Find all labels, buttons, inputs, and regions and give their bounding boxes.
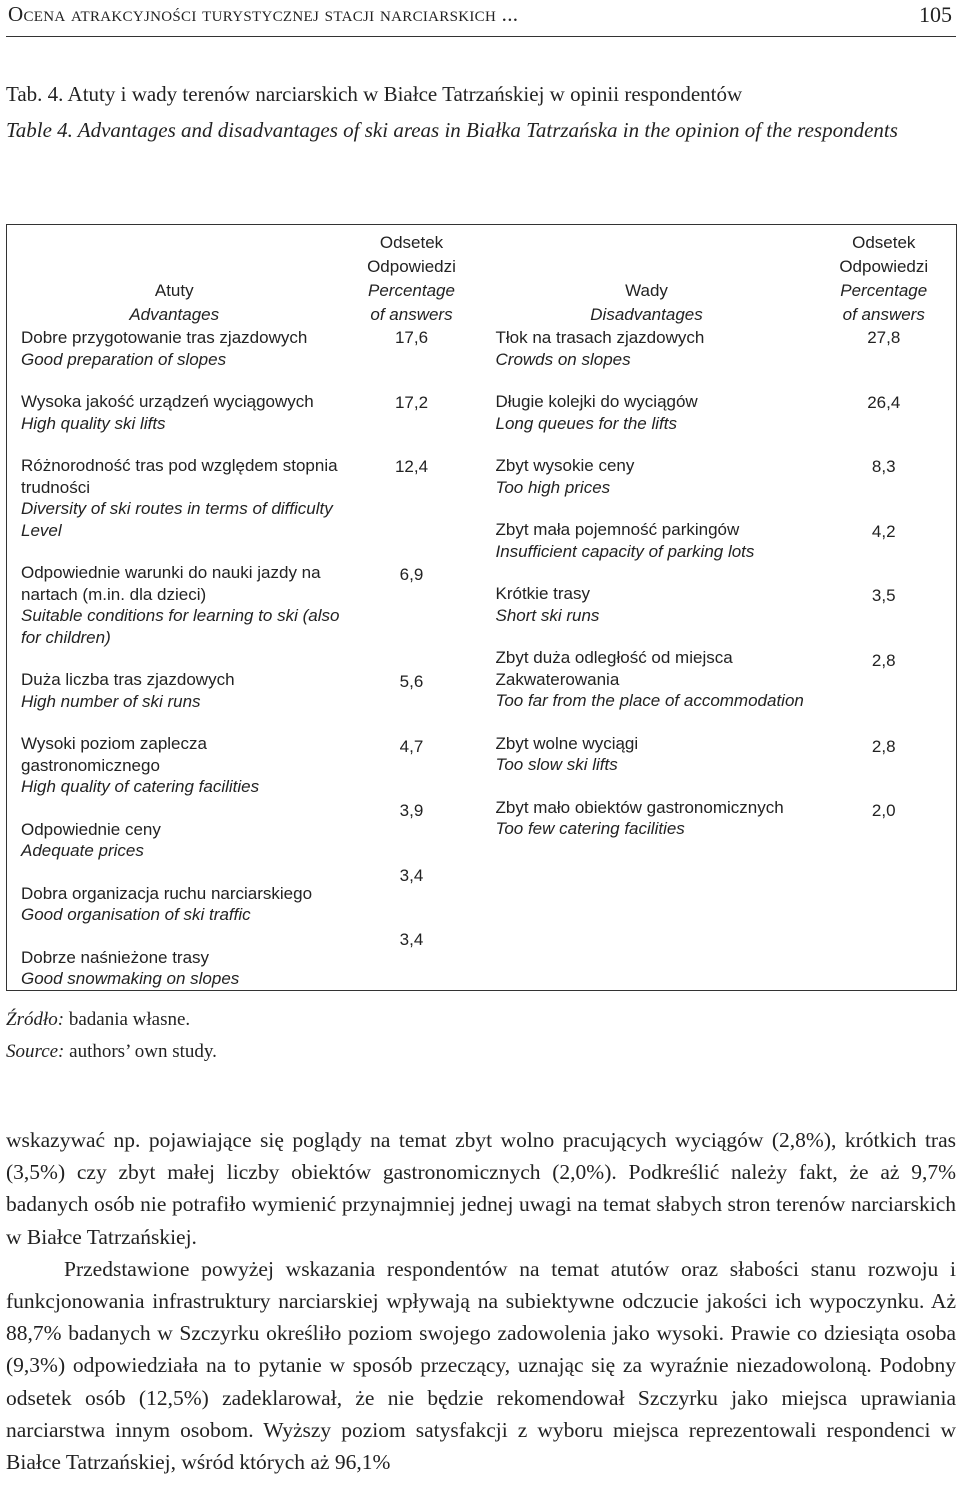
disadvantage-item — [496, 647, 812, 733]
advantage-item — [21, 391, 342, 455]
page-number: 105 — [919, 2, 952, 27]
advantage-pl: Wysoki poziom zaplecza gastronomicznego — [21, 734, 207, 775]
advantage-en: High quality ski lifts — [21, 413, 166, 433]
header-dis-pl: Wady — [625, 281, 668, 300]
disadvantage-item — [496, 455, 812, 519]
disadvantage-value: 26,4 — [867, 392, 901, 412]
header-pct2-of-answers: of answers — [842, 305, 925, 324]
advantage-value: 3,4 — [399, 930, 424, 949]
advantages-column — [7, 327, 342, 990]
disadvantage-en: Short ski runs — [495, 605, 600, 625]
header-pct-odsetek: Odsetek — [379, 233, 444, 252]
header-adv-pl: Atuty — [154, 281, 194, 300]
header-dis-en: Disadvantages — [590, 305, 703, 324]
disadvantage-pl: Zbyt duża odległość od miejsca Zakwaterowania — [495, 648, 733, 689]
header-advantages — [7, 225, 342, 328]
disadvantage-pl: Długie kolejki do wyciągów — [495, 392, 698, 411]
running-title: Ocena atrakcyjności turystycznej stacji narciarskich ... — [8, 2, 519, 26]
advantage-pl: Różnorodność tras pod względem stopnia trudności — [21, 456, 338, 497]
disadvantage-value: 3,5 — [871, 586, 896, 605]
advantage-value: 17,6 — [394, 328, 429, 347]
header-pct2-odsetek: Odsetek — [852, 233, 916, 252]
header-rule — [6, 36, 956, 37]
source-note-en — [6, 1036, 217, 1068]
advantage-item — [21, 455, 342, 562]
header-pct-percentage: Percentage — [368, 281, 455, 300]
disadvantage-pl: Zbyt mała pojemność parkingów — [495, 520, 740, 539]
advantage-value: 4,7 — [399, 736, 424, 756]
header-pct-of-answers: of answers — [370, 305, 453, 324]
table-body-row — [7, 327, 957, 990]
disadvantage-pl: Tłok na trasach zjazdowych — [495, 328, 705, 347]
advantage-pl: Dobrze naśnieżone trasy — [21, 947, 210, 967]
advantage-value: 12,4 — [394, 457, 429, 476]
advantage-pl: Dobra organizacja ruchu narciarskiego — [21, 883, 313, 903]
header-pct-odpowiedzi: Odpowiedzi — [367, 257, 456, 276]
advantage-pl: Odpowiednie ceny — [21, 819, 161, 839]
advantage-value: 5,6 — [399, 672, 424, 691]
running-header — [6, 0, 956, 37]
header-pct2-odpowiedzi: Odpowiedzi — [839, 257, 929, 276]
advantages-table — [6, 224, 957, 991]
source-label-en: Source: — [6, 1041, 65, 1062]
advantage-value: 3,4 — [399, 865, 424, 885]
header-pct2-percentage: Percentage — [840, 281, 928, 300]
advantage-item — [21, 733, 342, 819]
advantage-pl: Dobre przygotowanie tras zjazdowych — [21, 328, 308, 347]
disadvantage-pl: Krótkie trasy — [495, 584, 590, 603]
advantage-item — [21, 819, 342, 883]
source-text-pl: badania własne. — [64, 1009, 191, 1030]
disadvantage-en: Too slow ski lifts — [495, 755, 618, 774]
source-label-pl: Źródło: — [6, 1009, 65, 1030]
header-adv-en: Advantages — [129, 305, 220, 324]
disadvantage-value: 2,0 — [871, 801, 896, 820]
disadvantage-pl: Zbyt wysokie ceny — [495, 456, 635, 475]
header-disadvantages — [482, 225, 812, 328]
disadvantage-value: 2,8 — [871, 736, 896, 756]
body-paragraph-2: Przedstawione powyżej wskazania respondentów na temat atutów oraz słabości stanu rozwoju i funkcjonowania infrastruktury narciarskiej wpływają na subiektywne odczucie jakości ich wypoczynku. Aż 88,7% badanych w Szczyrku określiło poziom swojego zadowolenia jako wysoki. Prawie co dziesiąta osoba (9,3%) odpowiedziała na to pytanie w sposób przeczący, uznając się za wyraźnie niezadowoloną. Podobny odsetek osób (12,5%) zadeklarował, że nie będzie rekomendował Szczyrku jako miejsca uprawiania narciarstwa innym osobom. Wyższy poziom satysfakcji z wyboru miejsca reprezentowali respondenci w Białce Tatrzańskiej, wśród których aż 96,1% — [6, 1256, 956, 1475]
advantage-pl: Odpowiednie warunki do nauki jazdy na nartach (m.in. dla dzieci) — [21, 563, 321, 604]
disadvantage-en: Crowds on slopes — [495, 349, 631, 369]
disadvantage-value: 27,8 — [867, 328, 901, 347]
advantage-en: Diversity of ski routes in terms of difficulty Level — [21, 499, 333, 540]
table-caption-pl: Tab. 4. Atuty i wady terenów narciarskich w Białce Tatrzańskiej w opinii respondentów — [6, 82, 743, 106]
disadvantage-en: Insufficient capacity of parking lots — [495, 541, 755, 561]
disadvantage-pl: Zbyt mało obiektów gastronomicznych — [495, 797, 784, 817]
advantage-en: High quality of catering facilities — [21, 777, 260, 796]
disadvantage-value: 2,8 — [871, 650, 896, 670]
disadvantage-en: Too high prices — [495, 477, 611, 497]
advantage-item — [21, 562, 342, 669]
disadvantages-values-column — [812, 327, 957, 990]
advantage-en: High number of ski runs — [21, 691, 201, 711]
advantage-en: Adequate prices — [21, 841, 144, 860]
advantage-item — [21, 883, 342, 947]
advantage-item — [21, 947, 342, 990]
disadvantage-value: 4,2 — [871, 521, 896, 541]
disadvantage-item — [496, 327, 812, 391]
advantages-values-column — [342, 327, 482, 990]
disadvantage-item — [496, 391, 812, 455]
table-header-row — [7, 225, 957, 328]
disadvantage-item — [496, 797, 812, 861]
source-text-en: authors’ own study. — [64, 1041, 217, 1062]
disadvantage-item — [496, 733, 812, 797]
advantage-value: 17,2 — [394, 392, 429, 412]
disadvantage-en: Too few catering facilities — [495, 819, 685, 838]
disadvantage-en: Too far from the place of accommodation — [495, 691, 804, 710]
disadvantage-item — [496, 519, 812, 583]
advantage-pl: Duża liczba tras zjazdowych — [21, 670, 235, 689]
advantage-item — [21, 669, 342, 733]
header-percentage-2 — [812, 225, 957, 328]
source-note-pl — [6, 1004, 190, 1036]
advantage-en: Suitable conditions for learning to ski (also for children) — [21, 606, 340, 647]
table-caption-en: Table 4. Advantages and disadvantages of ski areas in Białka Tatrzańska in the opinion of the respondents — [6, 118, 898, 142]
advantage-value: 6,9 — [399, 564, 424, 584]
advantage-pl: Wysoka jakość urządzeń wyciągowych — [21, 392, 314, 411]
body-text — [6, 1124, 956, 1478]
body-paragraph-1: wskazywać np. pojawiające się poglądy na temat zbyt wolno pracujących wyciągów (2,8%), krótkich tras (3,5%) czy zbyt małej liczby obiektów gastronomicznych (2,0%). Podkreślić należy fakt, że aż 9,7% badanych osób nie potrafiło wymienić przynajmniej jednej uwagi na temat słabych stron terenów narciarskich w Białce Tatrzańskiej. — [6, 1128, 956, 1249]
disadvantages-column — [482, 327, 812, 990]
disadvantage-pl: Zbyt wolne wyciągi — [495, 733, 639, 753]
advantage-item — [21, 327, 342, 391]
header-percentage-1 — [342, 225, 482, 328]
advantage-en: Good organisation of ski traffic — [21, 905, 251, 924]
advantage-en: Good preparation of slopes — [21, 349, 227, 369]
disadvantage-value: 8,3 — [871, 457, 896, 476]
advantage-en: Good snowmaking on slopes — [21, 969, 240, 988]
disadvantage-item — [496, 583, 812, 647]
disadvantage-en: Long queues for the lifts — [495, 413, 677, 433]
advantage-value: 3,9 — [399, 801, 424, 820]
